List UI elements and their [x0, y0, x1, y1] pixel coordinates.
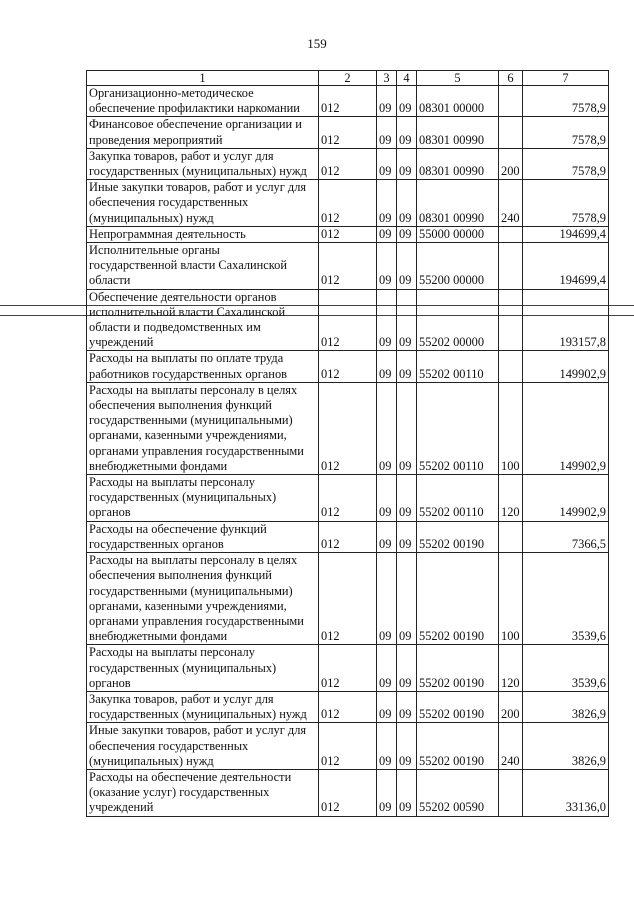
expense-type-cell: 240: [499, 180, 523, 227]
expense-type-cell: 120: [499, 475, 523, 522]
item-name-line: государственных (муниципальных) нужд: [89, 707, 307, 722]
expense-type-cell: 100: [499, 553, 523, 645]
amount-cell: 149902,9: [523, 351, 609, 382]
item-name-line: органами, казенными учреждениями,: [89, 428, 287, 443]
item-name-line: Иные закупки товаров, работ и услуг для: [89, 723, 307, 738]
admin-code-cell: 012: [319, 691, 377, 722]
subsection-code-cell: 09: [397, 243, 417, 290]
admin-code-cell: 012: [319, 86, 377, 117]
item-name-cell: [87, 117, 319, 148]
table-row: [87, 86, 609, 117]
item-name-line: внебюджетными фондами: [89, 629, 228, 644]
item-name-line: органами управления государственными: [89, 443, 304, 458]
item-name-line: Организационно-методическое: [89, 86, 254, 100]
admin-code-cell: 012: [319, 148, 377, 179]
item-name-cell: [87, 723, 319, 770]
expense-type-cell: [499, 117, 523, 148]
table-row: [87, 351, 609, 382]
item-name-cell: [87, 769, 319, 816]
column-number: 1: [87, 71, 319, 86]
target-article-cell: 55202 00190: [417, 521, 499, 552]
expense-type-cell: [499, 769, 523, 816]
subsection-code-cell: 09: [397, 226, 417, 242]
admin-code-cell: 012: [319, 521, 377, 552]
expense-type-cell: [499, 226, 523, 242]
item-name-line: Расходы на выплаты персоналу в целях: [89, 553, 298, 568]
target-article-cell: 55000 00000: [417, 226, 499, 242]
target-article-cell: 55202 00190: [417, 691, 499, 722]
item-name-cell: [87, 475, 319, 522]
target-article-cell: 08301 00990: [417, 180, 499, 227]
amount-cell: 33136,0: [523, 769, 609, 816]
target-article-cell: 55202 00000: [417, 289, 499, 351]
subsection-code-cell: 09: [397, 723, 417, 770]
subsection-code-cell: 09: [397, 148, 417, 179]
item-name-line: органов: [89, 505, 131, 520]
column-number: 7: [523, 71, 609, 86]
section-code-cell: 09: [377, 226, 397, 242]
target-article-cell: 55202 00110: [417, 382, 499, 474]
item-name-line: внебюджетными фондами: [89, 458, 228, 473]
amount-cell: 7578,9: [523, 180, 609, 227]
subsection-code-cell: 09: [397, 289, 417, 351]
expense-type-cell: [499, 351, 523, 382]
item-name-line: Закупка товаров, работ и услуг для: [89, 148, 274, 163]
section-code-cell: 09: [377, 645, 397, 692]
item-name-line: государственных органов: [89, 536, 224, 551]
table-row: [87, 475, 609, 522]
expense-type-cell: 240: [499, 723, 523, 770]
item-name-line: государственными (муниципальными): [89, 583, 293, 598]
admin-code-cell: 012: [319, 723, 377, 770]
amount-cell: 193157,8: [523, 289, 609, 351]
amount-cell: 149902,9: [523, 475, 609, 522]
item-name-cell: [87, 351, 319, 382]
item-name-line: Непрограммная деятельность: [89, 226, 246, 241]
item-name-cell: [87, 521, 319, 552]
column-number: 5: [417, 71, 499, 86]
target-article-cell: 08301 00990: [417, 148, 499, 179]
subsection-code-cell: 09: [397, 553, 417, 645]
item-name-line: органами управления государственными: [89, 613, 304, 628]
admin-code-cell: 012: [319, 117, 377, 148]
section-code-cell: 09: [377, 289, 397, 351]
admin-code-cell: 012: [319, 553, 377, 645]
item-name-cell: [87, 180, 319, 227]
item-name-line: государственной власти Сахалинской: [89, 258, 287, 273]
item-name-cell: [87, 86, 319, 117]
subsection-code-cell: 09: [397, 180, 417, 227]
item-name-cell: [87, 382, 319, 474]
target-article-cell: 55200 00000: [417, 243, 499, 290]
target-article-cell: 08301 00990: [417, 117, 499, 148]
budget-table-body: [87, 71, 609, 817]
item-name-line: обеспечения выполнения функций: [89, 568, 272, 583]
item-name-line: проведения мероприятий: [89, 132, 223, 147]
subsection-code-cell: 09: [397, 475, 417, 522]
item-name-line: Расходы на обеспечение деятельности: [89, 769, 292, 784]
target-article-cell: 55202 00110: [417, 351, 499, 382]
expense-type-cell: 200: [499, 148, 523, 179]
column-number: 6: [499, 71, 523, 86]
item-name-line: области и подведомственных им: [89, 320, 261, 335]
target-article-cell: 08301 00000: [417, 86, 499, 117]
section-code-cell: 09: [377, 521, 397, 552]
item-name-line: Закупка товаров, работ и услуг для: [89, 691, 274, 706]
section-code-cell: 09: [377, 723, 397, 770]
item-name-cell: [87, 553, 319, 645]
target-article-cell: 55202 00590: [417, 769, 499, 816]
item-name-cell: [87, 691, 319, 722]
admin-code-cell: 012: [319, 180, 377, 227]
table-row: [87, 148, 609, 179]
subsection-code-cell: 09: [397, 382, 417, 474]
column-number: 2: [319, 71, 377, 86]
table-row: [87, 553, 609, 645]
item-name-cell: [87, 226, 319, 242]
item-name-line: Расходы на выплаты персоналу в целях: [89, 382, 298, 397]
subsection-code-cell: 09: [397, 769, 417, 816]
table-row: [87, 289, 609, 351]
item-name-line: государственными (муниципальными): [89, 413, 293, 428]
section-code-cell: 09: [377, 180, 397, 227]
admin-code-cell: 012: [319, 645, 377, 692]
section-code-cell: 09: [377, 553, 397, 645]
table-row: [87, 180, 609, 227]
subsection-code-cell: 09: [397, 521, 417, 552]
admin-code-cell: 012: [319, 769, 377, 816]
target-article-cell: 55202 00190: [417, 645, 499, 692]
item-name-cell: [87, 289, 319, 351]
item-name-line: государственных (муниципальных): [89, 490, 277, 505]
expense-type-cell: [499, 86, 523, 117]
table-row: [87, 769, 609, 816]
item-name-line: Расходы на выплаты по оплате труда: [89, 351, 284, 366]
admin-code-cell: 012: [319, 226, 377, 242]
item-name-line: органов: [89, 675, 131, 690]
amount-cell: 194699,4: [523, 226, 609, 242]
item-name-line: Финансовое обеспечение организации и: [89, 117, 302, 132]
item-name-line: обеспечение профилактики наркомании: [89, 101, 300, 116]
amount-cell: 7578,9: [523, 86, 609, 117]
expense-type-cell: 200: [499, 691, 523, 722]
amount-cell: 194699,4: [523, 243, 609, 290]
amount-cell: 3539,6: [523, 645, 609, 692]
item-name-line: Исполнительные органы: [89, 243, 220, 258]
amount-cell: 7366,5: [523, 521, 609, 552]
target-article-cell: 55202 00110: [417, 475, 499, 522]
table-row: [87, 645, 609, 692]
section-code-cell: 09: [377, 382, 397, 474]
column-number-row: [87, 71, 609, 86]
amount-cell: 3826,9: [523, 691, 609, 722]
section-code-cell: 09: [377, 117, 397, 148]
item-name-line: (оказание услуг) государственных: [89, 785, 270, 800]
section-code-cell: 09: [377, 148, 397, 179]
expense-type-cell: 100: [499, 382, 523, 474]
item-name-line: области: [89, 273, 131, 288]
item-name-line: государственных (муниципальных) нужд: [89, 164, 307, 179]
item-name-line: Расходы на выплаты персоналу: [89, 645, 255, 660]
subsection-code-cell: 09: [397, 645, 417, 692]
item-name-line: Расходы на выплаты персоналу: [89, 475, 255, 490]
amount-cell: 7578,9: [523, 117, 609, 148]
item-name-cell: [87, 243, 319, 290]
table-row: [87, 117, 609, 148]
amount-cell: 3826,9: [523, 723, 609, 770]
item-name-line: работников государственных органов: [89, 366, 287, 381]
subsection-code-cell: 09: [397, 691, 417, 722]
admin-code-cell: 012: [319, 351, 377, 382]
section-code-cell: 09: [377, 769, 397, 816]
expense-type-cell: 120: [499, 645, 523, 692]
item-name-line: обеспечения государственных: [89, 738, 249, 753]
expense-type-cell: [499, 521, 523, 552]
amount-cell: 7578,9: [523, 148, 609, 179]
item-name-line: органами, казенными учреждениями,: [89, 598, 287, 613]
item-name-cell: [87, 645, 319, 692]
column-number: 4: [397, 71, 417, 86]
table-row: [87, 691, 609, 722]
table-row: [87, 723, 609, 770]
table-row: [87, 382, 609, 474]
subsection-code-cell: 09: [397, 117, 417, 148]
item-name-line: (муниципальных) нужд: [89, 210, 214, 225]
subsection-code-cell: 09: [397, 86, 417, 117]
admin-code-cell: 012: [319, 475, 377, 522]
item-name-line: учреждений: [89, 335, 154, 350]
table-row: [87, 521, 609, 552]
item-name-cell: [87, 148, 319, 179]
expense-type-cell: [499, 243, 523, 290]
item-name-line: Обеспечение деятельности органов: [89, 289, 277, 304]
item-name-line: (муниципальных) нужд: [89, 753, 214, 768]
section-code-cell: 09: [377, 475, 397, 522]
target-article-cell: 55202 00190: [417, 723, 499, 770]
item-name-line: учреждений: [89, 800, 154, 815]
item-name-line: Расходы на обеспечение функций: [89, 521, 267, 536]
page-number: 159: [307, 36, 327, 51]
section-code-cell: 09: [377, 243, 397, 290]
table-row: [87, 243, 609, 290]
amount-cell: 3539,6: [523, 553, 609, 645]
subsection-code-cell: 09: [397, 351, 417, 382]
admin-code-cell: 012: [319, 243, 377, 290]
column-number: 3: [377, 71, 397, 86]
section-code-cell: 09: [377, 86, 397, 117]
amount-cell: 149902,9: [523, 382, 609, 474]
item-name-line: Иные закупки товаров, работ и услуг для: [89, 180, 307, 195]
target-article-cell: 55202 00190: [417, 553, 499, 645]
admin-code-cell: 012: [319, 289, 377, 351]
item-name-line: обеспечения государственных: [89, 195, 249, 210]
table-row: [87, 226, 609, 242]
admin-code-cell: 012: [319, 382, 377, 474]
item-name-line: исполнительной власти Сахалинской: [89, 304, 286, 319]
expense-type-cell: [499, 289, 523, 351]
item-name-line: государственных (муниципальных): [89, 660, 277, 675]
item-name-line: обеспечения выполнения функций: [89, 398, 272, 413]
section-code-cell: 09: [377, 351, 397, 382]
budget-table: [86, 70, 609, 817]
section-code-cell: 09: [377, 691, 397, 722]
